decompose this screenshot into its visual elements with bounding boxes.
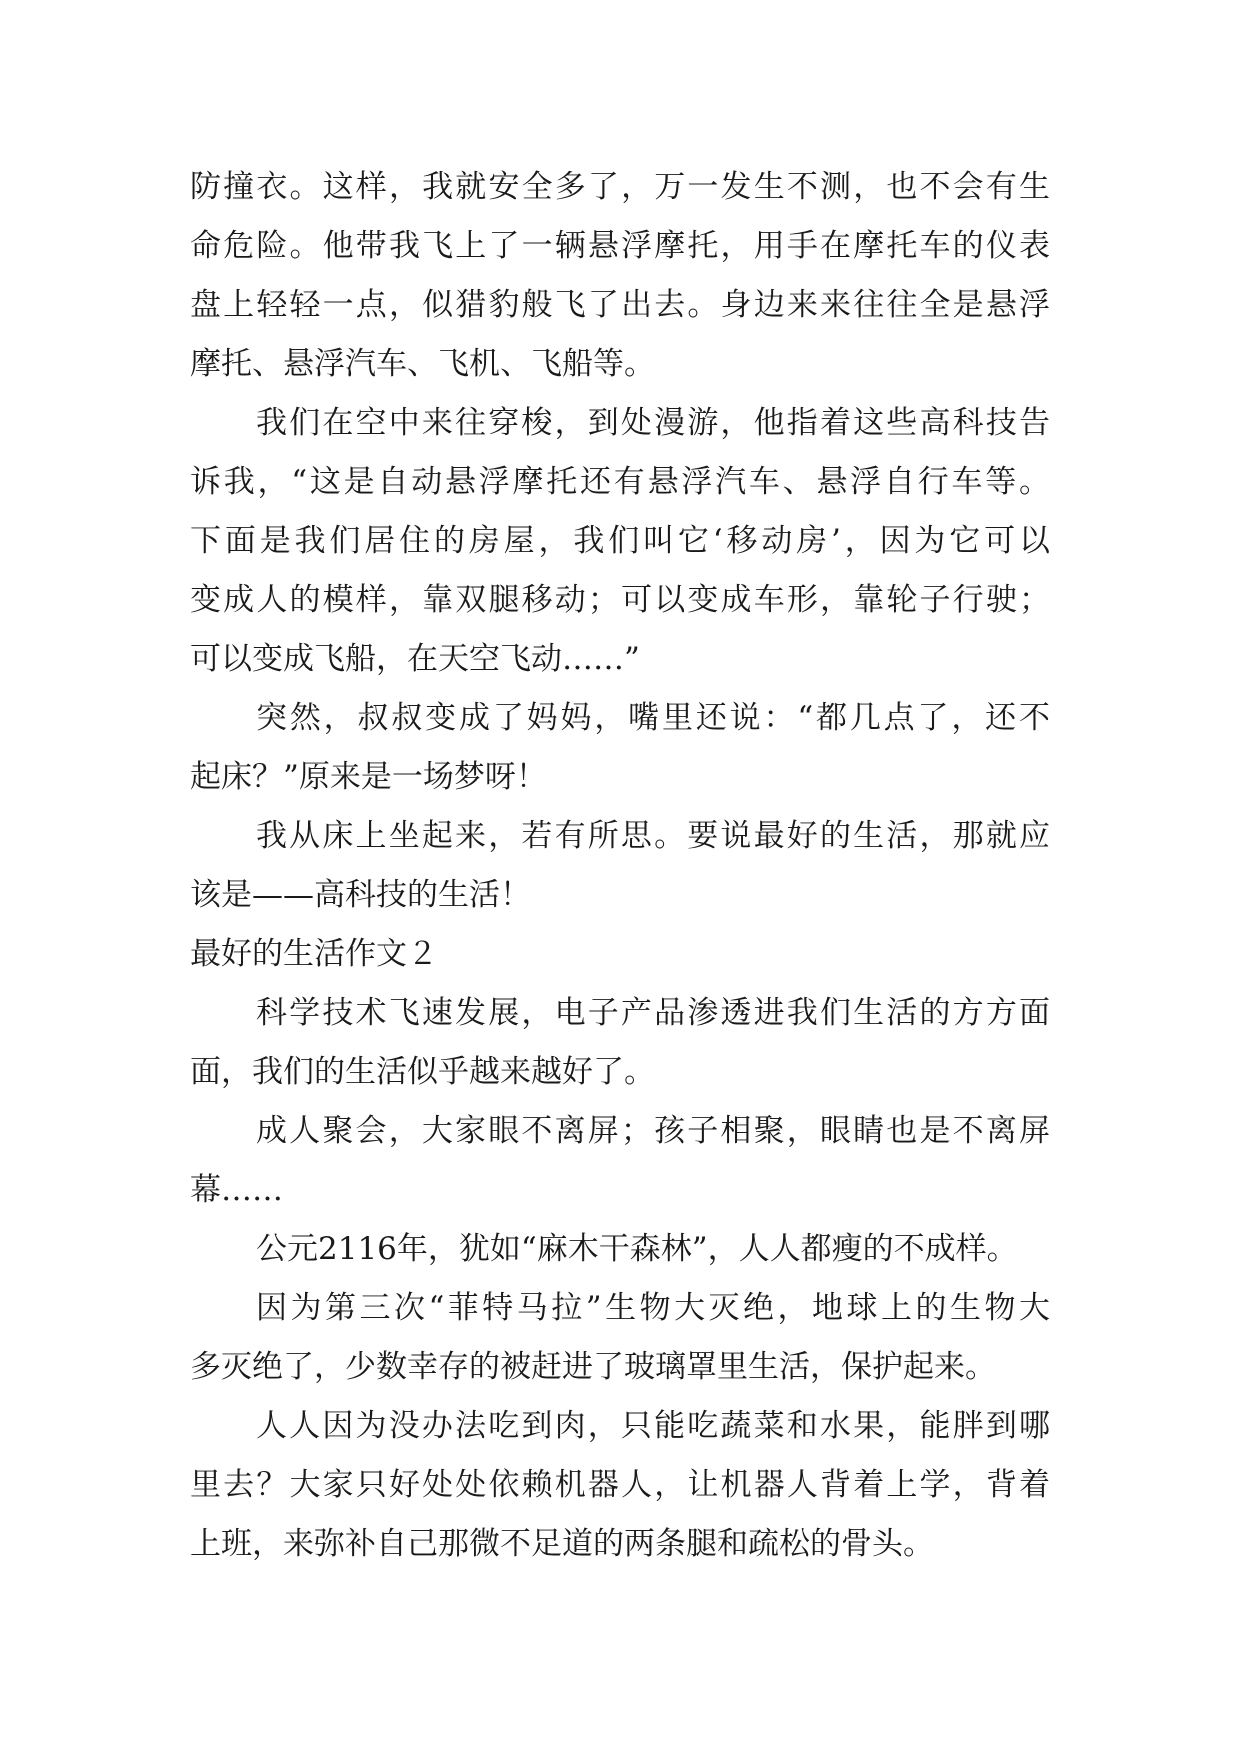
- text-line: 幕……: [190, 1172, 283, 1208]
- text-line: 可以变成飞船，在天空飞动……”: [190, 641, 640, 677]
- text-line: 成人聚会，大家眼不离屏；孩子相聚，眼睛也是不离屏: [256, 1113, 1050, 1149]
- text-line: 我们在空中来往穿梭，到处漫游，他指着这些高科技告: [256, 405, 1050, 441]
- text-line: 突然，叔叔变成了妈妈，嘴里还说：“都几点了，还不: [256, 700, 1050, 736]
- text-line: 诉我，“这是自动悬浮摩托还有悬浮汽车、悬浮自行车等。: [190, 464, 1050, 500]
- text-line: 防撞衣。这样，我就安全多了，万一发生不测，也不会有生: [190, 169, 1050, 205]
- text-line: 摩托、悬浮汽车、飞机、飞船等。: [190, 346, 655, 382]
- section-heading: 最好的生活作文２: [190, 936, 438, 972]
- text-line: 起床？”原来是一场梦呀！: [190, 759, 547, 795]
- text-line: 多灭绝了，少数幸存的被赶进了玻璃罩里生活，保护起来。: [190, 1349, 996, 1385]
- text-line: 该是——高科技的生活！: [190, 877, 531, 913]
- text-line: 人人因为没办法吃到肉，只能吃蔬菜和水果，能胖到哪: [256, 1408, 1050, 1444]
- document-body: [190, 158, 1050, 1574]
- text-line: 下面是我们居住的房屋，我们叫它‘移动房’，因为它可以: [190, 523, 1050, 559]
- text-line: 我从床上坐起来，若有所思。要说最好的生活，那就应: [256, 818, 1050, 854]
- text-line: 变成人的模样，靠双腿移动；可以变成车形，靠轮子行驶；: [190, 582, 1050, 618]
- text-line: 里去？大家只好处处依赖机器人，让机器人背着上学，背着: [190, 1467, 1050, 1503]
- text-line: 科学技术飞速发展，电子产品渗透进我们生活的方方面: [256, 995, 1050, 1031]
- text-line: 上班，来弥补自己那微不足道的两条腿和疏松的骨头。: [190, 1526, 934, 1562]
- text-line: 公元2116年，犹如“麻木干森林”，人人都瘦的不成样。: [256, 1231, 1018, 1267]
- text-line: 命危险。他带我飞上了一辆悬浮摩托，用手在摩托车的仪表: [190, 228, 1050, 264]
- text-line: 因为第三次“菲特马拉”生物大灭绝，地球上的生物大: [256, 1290, 1050, 1326]
- text-line: 面，我们的生活似乎越来越好了。: [190, 1054, 655, 1090]
- text-line: 盘上轻轻一点，似猎豹般飞了出去。身边来来往往全是悬浮: [190, 287, 1050, 323]
